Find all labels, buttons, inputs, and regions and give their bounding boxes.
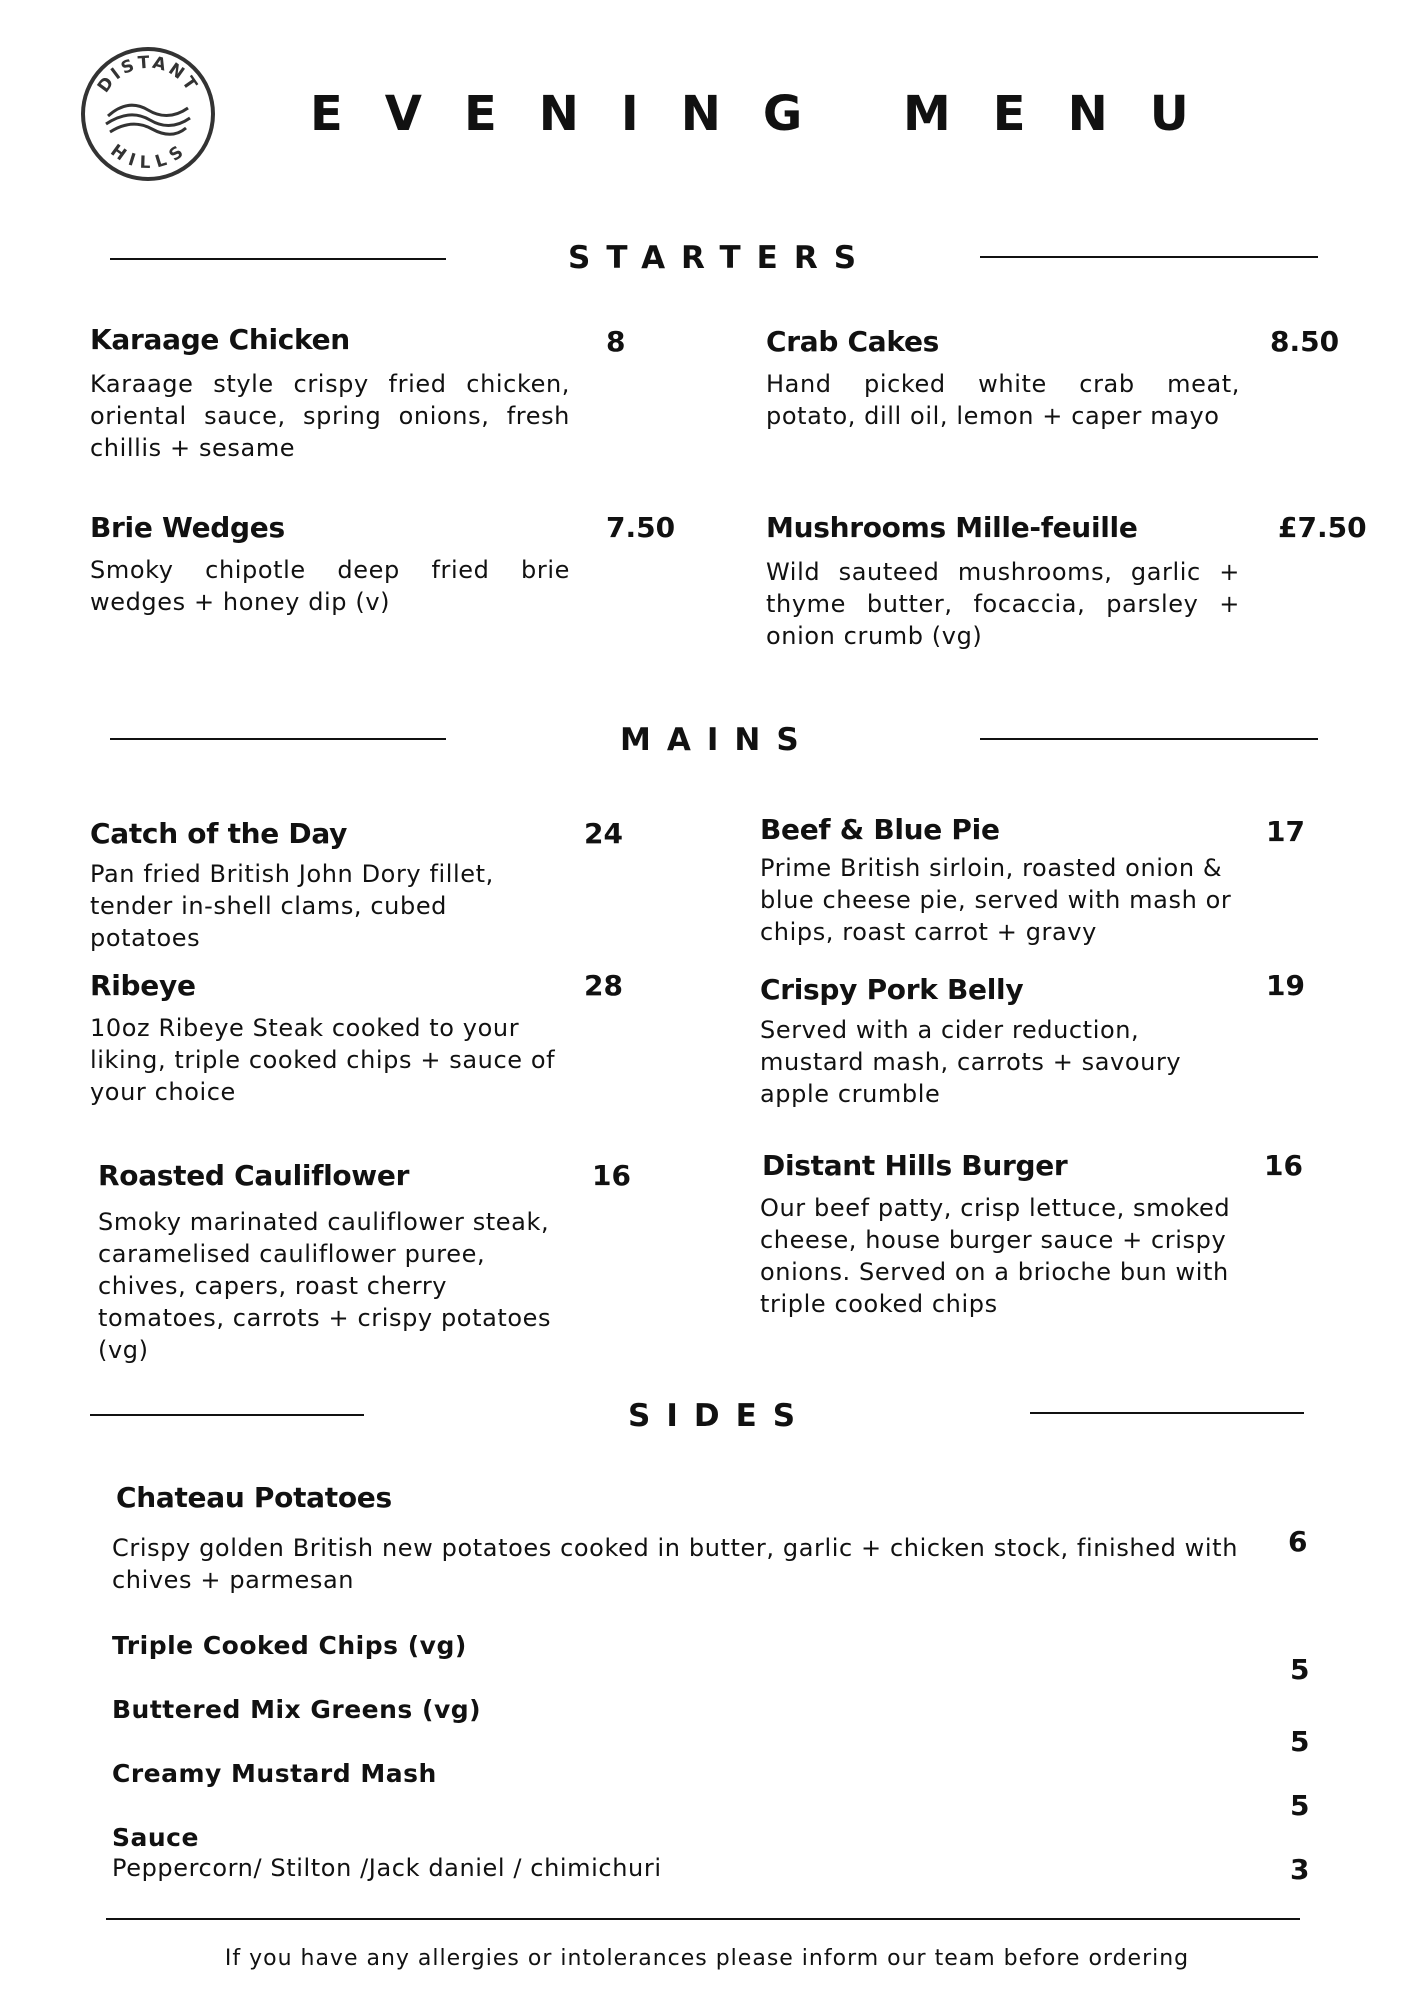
dish-name-beef-blue-pie: Beef & Blue Pie [760,813,1000,846]
side-name-buttered-mix-greens: Buttered Mix Greens (vg) [112,1695,482,1724]
dish-name-crispy-pork-belly: Crispy Pork Belly [760,973,1024,1006]
dish-name-mushrooms-mille-feuille: Mushrooms Mille-feuille [766,511,1138,544]
dish-description-catch-of-the-day: Pan fried British John Dory fillet, tender in-shell clams, cubed potatoes [90,860,494,952]
dish-name-ribeye: Ribeye [90,969,196,1002]
side-description-sauce: Peppercorn/ Stilton /Jack daniel / chimichuri [112,1854,662,1882]
distant-hills-logo [80,46,216,182]
section-divider-left [110,258,446,260]
dish-price-karaage-chicken: 8 [606,325,626,358]
side-name-creamy-mustard-mash: Creamy Mustard Mash [112,1759,437,1788]
side-description-chateau-potatoes: Crispy golden British new potatoes cooked in butter, garlic + chicken stock, finished with chives + parmesan [112,1534,1238,1594]
side-price-triple-cooked-chips: 5 [1290,1653,1310,1686]
dish-name-crab-cakes: Crab Cakes [766,325,940,358]
dish-description-ribeye: 10oz Ribeye Steak cooked to your liking, triple cooked chips + sauce of your choice [90,1014,556,1106]
dish-price-roasted-cauliflower: 16 [592,1159,631,1192]
side-name-triple-cooked-chips: Triple Cooked Chips (vg) [112,1631,467,1660]
section-divider-right [1030,1412,1304,1414]
dish-price-catch-of-the-day: 24 [584,817,623,850]
dish-price-brie-wedges: 7.50 [606,511,676,544]
dish-description-mushrooms-mille-feuille: Wild sauteed mushrooms, garlic + thyme butter, focaccia, parsley + onion crumb (vg) [766,558,1240,650]
dish-price-mushrooms-mille-feuille: £7.50 [1278,511,1367,544]
dish-name-distant-hills-burger: Distant Hills Burger [762,1149,1068,1182]
side-name-sauce: Sauce [112,1823,199,1852]
sides-section-title: SIDES [628,1398,812,1434]
footer-divider [106,1918,1300,1920]
section-divider-left [90,1414,364,1416]
dish-name-roasted-cauliflower: Roasted Cauliflower [98,1159,410,1192]
dish-name-catch-of-the-day: Catch of the Day [90,817,348,850]
dish-name-karaage-chicken: Karaage Chicken [90,323,350,356]
section-divider-right [980,738,1318,740]
dish-price-crab-cakes: 8.50 [1270,325,1340,358]
dish-price-beef-blue-pie: 17 [1266,815,1305,848]
svg-text:HILLS: HILLS [106,140,190,174]
dish-description-distant-hills-burger: Our beef patty, crisp lettuce, smoked cheese, house burger sauce + crispy onions. Served on a brioche bun with triple cooked chips [760,1194,1231,1318]
mains-section-title: MAINS [620,722,815,758]
side-price-sauce: 3 [1290,1853,1310,1886]
side-price-buttered-mix-greens: 5 [1290,1725,1310,1758]
dish-description-crab-cakes: Hand picked white crab meat, potato, dill oil, lemon + caper mayo [766,370,1240,430]
hills-icon [80,46,216,182]
dish-price-crispy-pork-belly: 19 [1266,969,1305,1002]
dish-description-beef-blue-pie: Prime British sirloin, roasted onion & blue cheese pie, served with mash or chips, roast carrot + gravy [760,854,1232,946]
svg-text:DISTANT: DISTANT [93,52,203,97]
dish-description-brie-wedges: Smoky chipotle deep fried brie wedges + honey dip (v) [90,556,570,616]
section-divider-left [110,738,446,740]
page-title: EVENING MENU [310,86,1231,142]
dish-price-distant-hills-burger: 16 [1264,1149,1303,1182]
allergy-notice: If you have any allergies or intolerances please inform our team before ordering [224,1946,1190,1971]
dish-price-ribeye: 28 [584,969,623,1002]
side-name-chateau-potatoes: Chateau Potatoes [116,1481,392,1514]
dish-name-brie-wedges: Brie Wedges [90,511,285,544]
starters-section-title: STARTERS [568,240,873,276]
side-price-creamy-mustard-mash: 5 [1290,1789,1310,1822]
side-price-chateau-potatoes: 6 [1288,1525,1308,1558]
section-divider-right [980,256,1318,258]
dish-description-roasted-cauliflower: Smoky marinated cauliflower steak, caramelised cauliflower puree, chives, capers, roast cherry tomatoes, carrots + crispy potatoes (vg) [98,1208,552,1364]
dish-description-crispy-pork-belly: Served with a cider reduction, mustard mash, carrots + savoury apple crumble [760,1016,1182,1108]
dish-description-karaage-chicken: Karaage style crispy fried chicken, oriental sauce, spring onions, fresh chillis + sesame [90,370,570,462]
